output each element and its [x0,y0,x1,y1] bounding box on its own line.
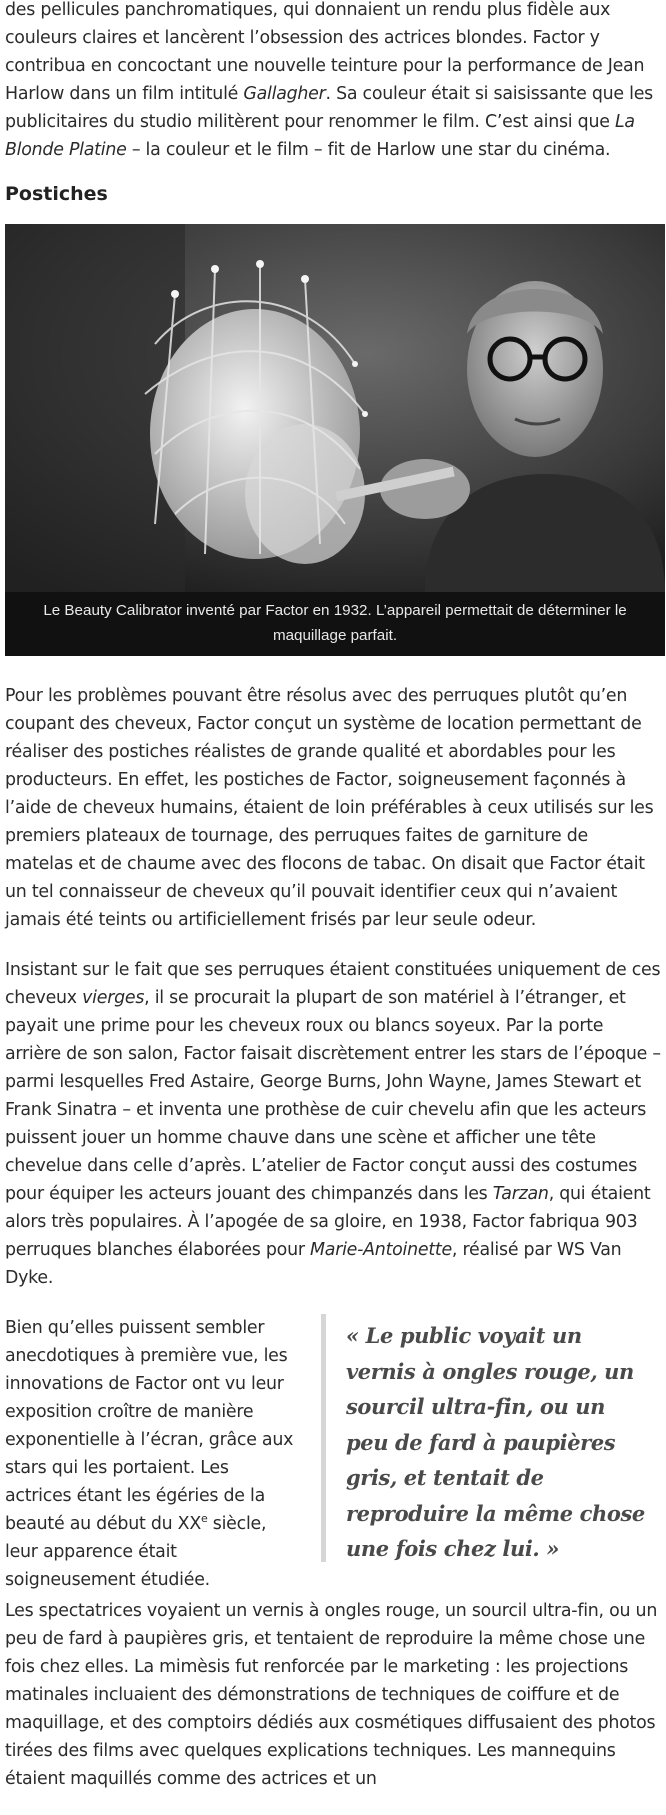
intro-text-2: . Sa couleur était si saisissante que les publicitaires du studio militèrent pour renommer le film. C’est ainsi que [5,84,653,132]
pull-quote [321,1314,651,1562]
left-column [5,1314,295,1594]
emphasis-vierges: vierges [82,988,145,1008]
intro-text-1: des pellicules panchromatiques, qui donnaient un rendu plus fidèle aux couleurs claires et lancèrent l’obsession des actrices blondes. Factor y contribua en concoctant une nouvelle teinture pour la performance de Jean Harlow dans un film intitulé [5,0,645,104]
article-figure [5,224,665,656]
film-title-marie-antoinette: Marie-Antoinette [310,1240,452,1260]
section-heading: Postiches [5,183,108,205]
paragraph-spectators: Les spectatrices voyaient un vernis à ongles rouge, un sourcil ultra-fin, ou un peu de fard à paupières gris, et tentaient de reproduire la même chose une fois chez elles. La mimèsis fut renforcée par le marketing : les projections matinales incluaient des démonstrations de techniques de coiffure et de maquillage, et des comptoirs dédiés aux cosmétiques diffusaient des photos tirées des films avec quelques explications techniques. Les mannequins étaient maquillés comme des actrices et un [5,1601,658,1789]
para2-text-3: , qui étaient alors très populaires. À l’apogée de sa gloire, en 1938, Factor fabriqua 903 perruques blanches élaborées pour [5,1184,651,1260]
para3-text-2: siècle, leur apparence était soigneusement étudiée. [5,1514,267,1590]
paragraph-virgin-hair [5,956,661,1292]
para3-text-1: Bien qu’elles puissent sembler anecdotiques à première vue, les innovations de Factor ont vu leur exposition croître de manière exponentielle à l’écran, grâce aux stars qui les portaient. Les actrices étant les égéries de la beauté au début du XX [5,1318,294,1534]
film-title-gallagher: Gallagher [243,84,326,104]
figure-caption: Le Beauty Calibrator inventé par Factor en 1932. L’appareil permettait de déterminer le maquillage parfait. [5,592,665,656]
beauty-calibrator-photo [5,224,665,592]
film-title-tarzan: Tarzan [492,1184,549,1204]
paragraph-with-pullquote [5,1314,661,1597]
paragraph-wigs: Pour les problèmes pouvant être résolus avec des perruques plutôt qu’en coupant des cheveux, Factor conçut un système de location permettant de réaliser des postiches réalistes de grande qualité et abordables pour les producteurs. En effet, les postiches de Factor, soigneusement façonnés à l’aide de cheveux humains, étaient de loin préférables à ceux utilisés sur les premiers plateaux de tournage, des perruques faites de garniture de matelas et de chaume avec des flocons de tabac. On disait que Factor était un tel connaisseur de cheveux qu’il pouvait identifier ceux qui n’avaient jamais été teints ou artificiellement frisés par leur seule odeur. [5,686,654,930]
film-title-blonde-platine: La Blonde Platine [5,112,635,160]
intro-paragraph [5,0,661,164]
pull-quote-text: « Le public voyait un vernis à ongles rouge, un sourcil ultra-fin, ou un peu de fard à paupières gris, et tentait de reproduire la même chose une fois chez lui. » [346,1323,645,1561]
article-body [5,0,661,1793]
para2-text-4: , réalisé par WS Van Dyke. [5,1240,622,1288]
para2-text-2: , il se procurait la plupart de son matériel à l’étranger, et payait une prime pour les cheveux roux ou blancs soyeux. Par la porte arrière de son salon, Factor faisait discrètement entrer les stars de l’époque – parmi lesquelles Fred Astaire, George Burns, John Wayne, James Stewart et Frank Sinatra – et inventa une prothèse de cuir chevelu afin que les acteurs puissent jouer un homme chauve dans une scène et afficher une tête chevelue dans celle d’après. L’atelier de Factor conçut aussi des costumes pour équiper les acteurs jouant des chimpanzés dans les [5,988,661,1204]
intro-text-3: – la couleur et le film – fit de Harlow une star du cinéma. [126,140,611,160]
para2-text-1: Insistant sur le fait que ses perruques étaient constituées uniquement de ces cheveux [5,960,661,1008]
paragraph-innovations [5,1314,295,1594]
century-superscript: e [200,1512,208,1526]
